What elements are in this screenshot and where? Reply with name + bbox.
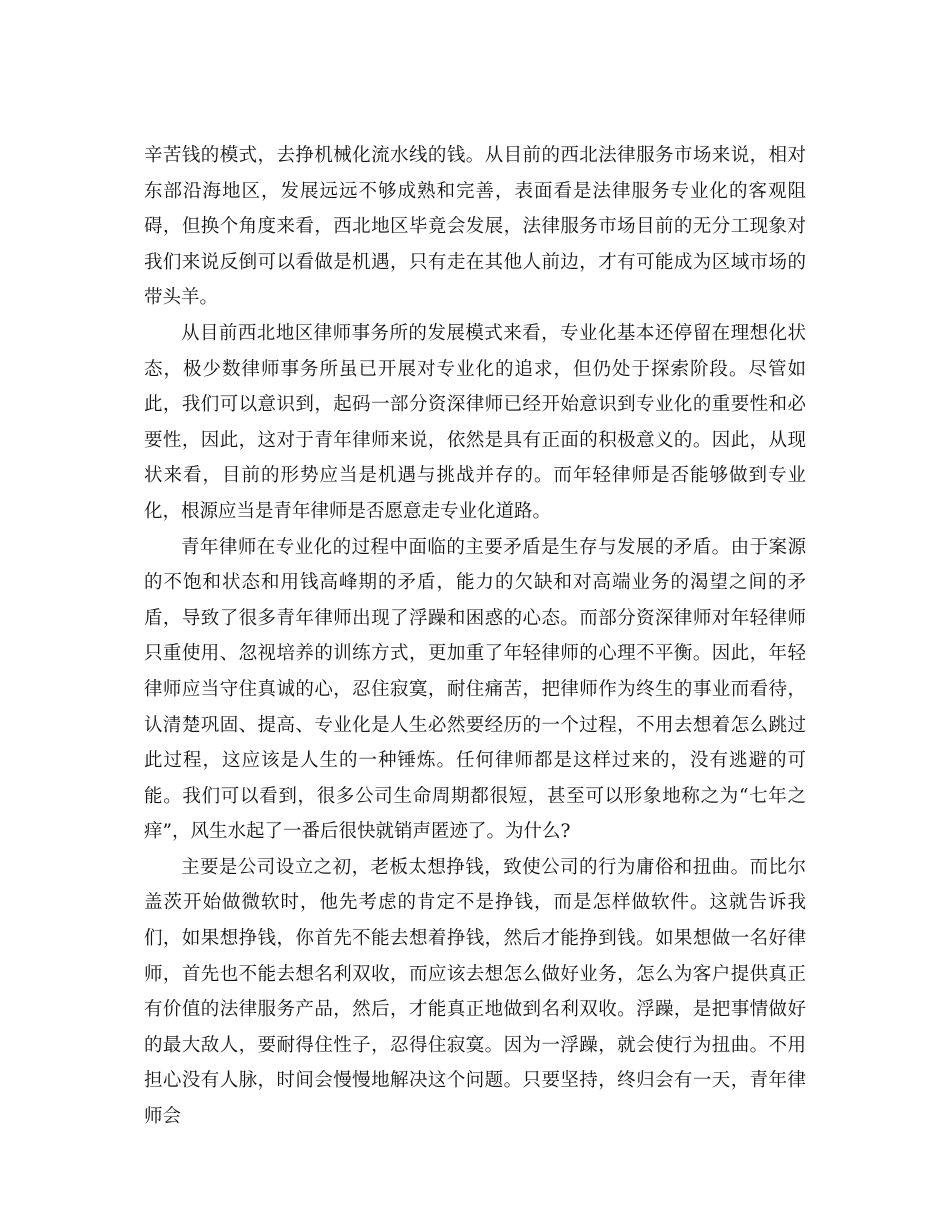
document-body: [144, 138, 806, 1135]
paragraph-2: 从目前西北地区律师事务所的发展模式来看，专业化基本还停留在理想化状态，极少数律师事务所虽已开展对专业化的追求，但仍处于探索阶段。尽管如此，我们可以意识到，起码一部分资深律师已经开始意识到专业化的重要性和必要性，因此，这对于青年律师来说，依然是具有正面的积极意义的。因此，从现状来看，目前的形势应当是机遇与挑战并存的。而年轻律师是否能够做到专业化，根源应当是青年律师是否愿意走专业化道路。: [144, 322, 806, 522]
paragraph-3: 青年律师在专业化的过程中面临的主要矛盾是生存与发展的矛盾。由于案源的不饱和状态和用钱高峰期的矛盾，能力的欠缺和对高端业务的渴望之间的矛盾，导致了很多青年律师出现了浮躁和困惑的心态。而部分资深律师对年轻律师只重使用、忽视培养的训练方式，更加重了年轻律师的心理不平衡。因此，年轻律师应当守住真诚的心，忍住寂寞，耐住痛苦，把律师作为终生的事业而看待，认清楚巩固、提高、专业化是人生必然要经历的一个过程，不用去想着怎么跳过此过程，这应该是人生的一种锤炼。任何律师都是这样过来的，没有逃避的可能。我们可以看到，很多公司生命周期都很短，甚至可以形象地称之为“七年之痒”，风生水起了一番后很快就销声匿迹了。为什么?: [144, 536, 806, 843]
paragraph-1: 辛苦钱的模式，去挣机械化流水线的钱。从目前的西北法律服务市场来说，相对东部沿海地区，发展远远不够成熟和完善，表面看是法律服务专业化的客观阻碍，但换个角度来看，西北地区毕竟会发展，法律服务市场目前的无分工现象对我们来说反倒可以看做是机遇，只有走在其他人前边，才有可能成为区域市场的带头羊。: [144, 145, 806, 309]
paragraph-4: 主要是公司设立之初，老板太想挣钱，致使公司的行为庸俗和扭曲。而比尔盖茨开始做微软时，他先考虑的肯定不是挣钱，而是怎样做软件。这就告诉我们，如果想挣钱，你首先不能去想着挣钱，然后才能挣到钱。如果想做一名好律师，首先也不能去想名利双收，而应该去想怎么做好业务，怎么为客户提供真正有价值的法律服务产品，然后，才能真正地做到名利双收。浮躁，是把事情做好的最大敌人，要耐得住性子，忍得住寂寞。因为一浮躁，就会使行为扭曲。不用担心没有人脉，时间会慢慢地解决这个问题。只要坚持，终归会有一天，青年律师会: [144, 856, 806, 1128]
